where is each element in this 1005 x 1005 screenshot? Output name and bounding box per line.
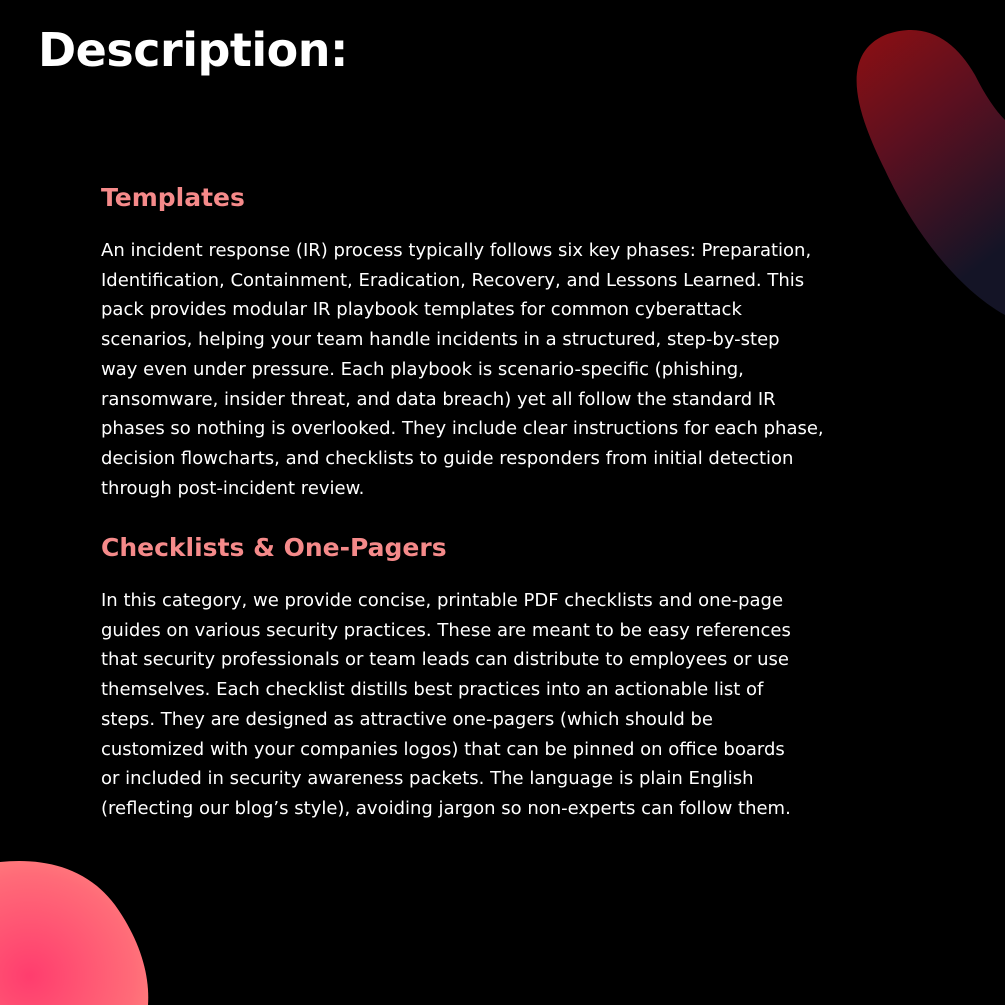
section-heading-checklists: Checklists & One-Pagers [101, 533, 447, 562]
checklists-section [101, 530, 901, 824]
templates-section [101, 180, 901, 503]
section-heading-templates: Templates [101, 183, 245, 212]
page-title: Description: [38, 23, 348, 77]
bottom-left-blob [0, 861, 148, 1005]
section-body-templates: An incident response (IR) process typically follows six key phases: Preparation, Identification, Containment, Eradication, Recovery, and Lessons Learned. This pack provides modular IR playbook templates for common cyberattack scenarios, helping your team handle incidents in a structured, step-by-step way even under pressure. Each playbook is scenario-specific (phishing, ransomware, insider threat, and data breach) yet all follow the standard IR phases so nothing is overlooked. They include clear instructions for each phase, decision flowcharts, and checklists to guide responders from initial detection through post-incident review. [101, 240, 824, 499]
section-body-checklists: In this category, we provide concise, printable PDF checklists and one-page guides on various security practices. These are meant to be easy references that security professionals or team leads can distribute to employees or use themselves. Each checklist distills best practices into an actionable list of steps. They are designed as attractive one-pagers (which should be customized with your companies logos) that can be pinned on office boards or included in security awareness packets. The language is plain English (reflecting our blog’s style), avoiding jargon so non-experts can follow them. [101, 590, 791, 819]
